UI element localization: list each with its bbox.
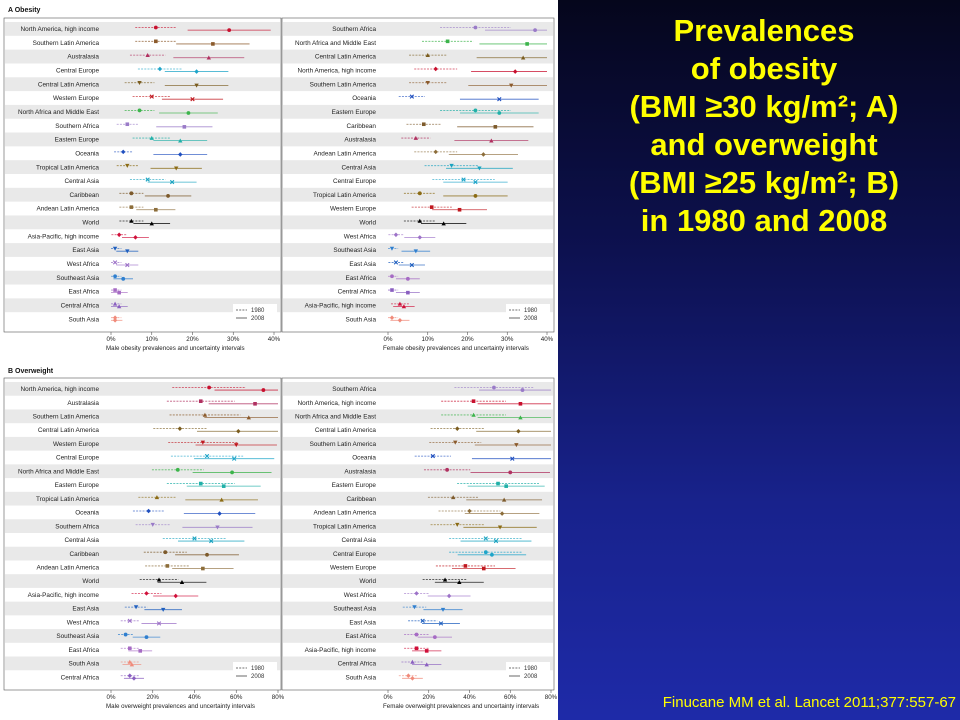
region-label: Central Latin America	[314, 53, 376, 61]
region-label: South Asia	[345, 316, 376, 324]
region-label: Southeast Asia	[56, 633, 99, 641]
row-stripe	[283, 492, 553, 506]
legend-label-2008: 2008	[251, 316, 265, 322]
x-axis-title: Male obesity prevalences and uncertainty intervals	[106, 345, 245, 352]
point-2008	[145, 635, 149, 639]
point-1980	[130, 205, 134, 209]
legend-label-2008: 2008	[524, 674, 538, 680]
region-label: Eastern Europe	[54, 136, 99, 144]
point-1980	[199, 482, 203, 486]
region-label: Southern Latin America	[32, 413, 99, 421]
point-1980	[430, 205, 434, 209]
point-2008	[458, 208, 462, 212]
region-label: Southeast Asia	[333, 605, 376, 613]
region-label: Central Latin America	[37, 427, 99, 435]
point-1980	[128, 646, 132, 650]
point-1980	[474, 26, 478, 30]
point-1980	[199, 399, 203, 403]
region-label: South Asia	[68, 660, 99, 668]
row-stripe	[283, 464, 553, 478]
x-tick-label: 40%	[463, 694, 476, 701]
region-label: North Africa and Middle East	[295, 413, 376, 421]
row-stripe	[5, 602, 280, 616]
x-tick-label: 60%	[504, 694, 517, 701]
region-label: Tropical Latin America	[36, 164, 99, 172]
region-label: Caribbean	[69, 191, 99, 199]
panel-frame	[4, 18, 281, 332]
region-label: Eastern Europe	[331, 109, 376, 117]
row-stripe	[283, 243, 553, 257]
region-label: Southern Africa	[332, 26, 376, 34]
x-tick-label: 10%	[421, 336, 434, 343]
region-label: Tropical Latin America	[313, 191, 376, 199]
region-label: South Asia	[345, 674, 376, 682]
point-2008	[230, 471, 234, 475]
point-2008	[154, 208, 158, 212]
region-label: Western Europe	[329, 564, 376, 572]
point-1980	[154, 40, 158, 44]
title-line-1: Prevalences	[673, 13, 855, 48]
region-label: Oceania	[75, 150, 99, 158]
region-label: East Africa	[345, 633, 376, 641]
region-label: Central Asia	[64, 178, 99, 186]
panel-frame	[4, 378, 281, 690]
row-stripe	[283, 602, 553, 616]
row-stripe	[5, 188, 280, 202]
point-2008	[227, 28, 231, 32]
row-stripe	[5, 243, 280, 257]
region-label: Central Latin America	[37, 81, 99, 89]
region-label: Tropical Latin America	[36, 495, 99, 503]
region-label: North America, high income	[20, 26, 99, 34]
region-label: World	[82, 578, 99, 586]
x-tick-label: 80%	[271, 694, 285, 701]
x-tick-label: 20%	[146, 694, 159, 701]
point-1980	[207, 386, 211, 390]
panel-frame	[282, 378, 554, 690]
region-label: Southeast Asia	[333, 247, 376, 255]
region-label: Western Europe	[52, 95, 99, 103]
point-2008	[261, 388, 265, 392]
x-tick-label: 0%	[106, 336, 116, 343]
x-tick-label: 30%	[227, 336, 240, 343]
row-stripe	[283, 629, 553, 643]
citation: Finucane MM et al. Lancet 2011;377:557-67	[662, 694, 956, 711]
point-2008	[533, 28, 537, 32]
x-tick-label: 0%	[106, 694, 116, 701]
point-1980	[445, 468, 449, 472]
point-1980	[484, 550, 488, 554]
point-2008	[187, 111, 191, 115]
region-label: Western Europe	[329, 205, 376, 213]
region-label: Eastern Europe	[331, 482, 376, 490]
point-1980	[492, 386, 496, 390]
point-2008	[504, 484, 508, 488]
region-label: East Asia	[349, 619, 376, 627]
x-axis-title: Male overweight prevalences and uncertainty intervals	[106, 703, 255, 710]
region-label: North America, high income	[20, 386, 99, 394]
region-label: Central Africa	[337, 660, 376, 668]
point-1980	[163, 550, 167, 554]
x-tick-label: 40%	[267, 336, 281, 343]
point-1980	[415, 646, 419, 650]
point-2008	[166, 194, 170, 198]
x-axis-title: Female obesity prevalences and uncertainty intervals	[383, 345, 529, 352]
point-1980	[113, 274, 117, 278]
region-label: Central Europe	[56, 67, 99, 75]
row-stripe	[283, 160, 553, 174]
row-stripe	[5, 133, 280, 147]
region-label: Central Europe	[333, 550, 376, 558]
legend-label-2008: 2008	[251, 674, 265, 680]
region-label: South Asia	[68, 316, 99, 324]
region-label: World	[359, 578, 376, 586]
region-label: West Africa	[66, 619, 99, 627]
region-label: Central Europe	[333, 178, 376, 186]
point-2008	[525, 42, 529, 46]
title-line-2: of obesity	[690, 51, 838, 86]
point-1980	[496, 482, 500, 486]
region-label: Eastern Europe	[54, 482, 99, 490]
region-label: North Africa and Middle East	[18, 468, 99, 476]
row-stripe	[283, 133, 553, 147]
region-label: Southeast Asia	[56, 274, 99, 282]
region-label: Central Latin America	[314, 427, 376, 435]
region-label: World	[82, 219, 99, 227]
region-label: Southern Africa	[332, 386, 376, 394]
point-1980	[415, 633, 419, 637]
point-2008	[406, 291, 410, 295]
point-1980	[113, 288, 117, 292]
region-label: Asia-Pacific, high income	[304, 646, 376, 654]
point-1980	[422, 122, 426, 126]
region-label: Caribbean	[69, 550, 99, 558]
x-tick-label: 10%	[145, 336, 158, 343]
point-2008	[121, 277, 125, 281]
x-tick-label: 40%	[540, 336, 554, 343]
region-label: Andean Latin America	[313, 150, 376, 158]
point-1980	[474, 109, 478, 113]
legend-label-1980: 1980	[251, 308, 265, 314]
point-2008	[519, 402, 523, 406]
x-tick-label: 0%	[383, 694, 393, 701]
point-2008	[253, 402, 257, 406]
region-label: Central Europe	[56, 454, 99, 462]
point-2008	[406, 277, 410, 281]
point-2008	[201, 567, 205, 571]
title-line-3: (BMI ≥30 kg/m²; A)	[629, 89, 899, 124]
point-1980	[129, 191, 133, 195]
section-a-label: A Obesity	[8, 7, 41, 14]
row-stripe	[5, 437, 280, 451]
region-label: Andean Latin America	[36, 205, 99, 213]
region-label: East Africa	[68, 288, 99, 296]
region-label: Central Africa	[337, 288, 376, 296]
region-label: Caribbean	[346, 122, 376, 130]
region-label: West Africa	[343, 233, 376, 241]
row-stripe	[5, 574, 280, 588]
region-label: Southern Africa	[55, 523, 99, 531]
point-2008	[521, 388, 525, 392]
x-tick-label: 20%	[461, 336, 474, 343]
legend-label-1980: 1980	[524, 308, 538, 314]
x-tick-label: 60%	[230, 694, 243, 701]
row-stripe	[5, 519, 280, 533]
point-2008	[494, 125, 498, 129]
region-label: West Africa	[343, 591, 376, 599]
point-1980	[138, 109, 142, 113]
region-label: Asia-Pacific, high income	[27, 233, 99, 241]
point-2008	[138, 649, 142, 653]
row-stripe	[5, 50, 280, 64]
section-b-label: B Overweight	[8, 368, 54, 375]
region-label: North America, high income	[297, 399, 376, 407]
legend-label-1980: 1980	[524, 666, 538, 672]
region-label: Australasia	[67, 399, 99, 407]
region-label: West Africa	[66, 261, 99, 269]
region-label: Australasia	[67, 53, 99, 61]
x-tick-label: 20%	[422, 694, 435, 701]
x-axis-title: Female overweight prevalences and uncertainty intervals	[383, 703, 540, 710]
region-label: Western Europe	[52, 440, 99, 448]
row-stripe	[283, 22, 553, 36]
x-tick-label: 0%	[383, 336, 393, 343]
point-2008	[508, 471, 512, 475]
point-1980	[154, 26, 158, 30]
x-tick-label: 20%	[186, 336, 199, 343]
point-1980	[126, 122, 130, 126]
x-tick-label: 30%	[501, 336, 514, 343]
title-line-5: (BMI ≥25 kg/m²; B)	[628, 165, 900, 200]
region-label: Oceania	[352, 95, 376, 103]
title-line-6: in 1980 and 2008	[640, 203, 888, 238]
point-1980	[176, 468, 180, 472]
point-1980	[418, 191, 422, 195]
point-2008	[222, 484, 226, 488]
row-stripe	[283, 574, 553, 588]
region-label: North Africa and Middle East	[18, 109, 99, 117]
row-stripe	[5, 629, 280, 643]
point-1980	[446, 40, 450, 44]
point-1980	[124, 633, 128, 637]
region-label: Tropical Latin America	[313, 523, 376, 531]
point-2008	[490, 553, 494, 557]
row-stripe	[5, 547, 280, 561]
point-2008	[433, 635, 437, 639]
region-label: North Africa and Middle East	[295, 39, 376, 47]
region-label: Australasia	[344, 136, 376, 144]
row-stripe	[283, 105, 553, 119]
region-label: Central Africa	[60, 302, 99, 310]
region-label: North America, high income	[297, 67, 376, 75]
slide-title	[566, 12, 960, 240]
row-stripe	[5, 271, 280, 285]
point-2008	[211, 42, 215, 46]
region-label: Asia-Pacific, high income	[27, 591, 99, 599]
point-2008	[482, 567, 486, 571]
point-2008	[117, 291, 121, 295]
x-tick-label: 80%	[544, 694, 558, 701]
region-label: Oceania	[75, 509, 99, 517]
region-label: Central Asia	[64, 537, 99, 545]
panel-frame	[282, 18, 554, 332]
region-label: Central Asia	[341, 537, 376, 545]
region-label: Southern Latin America	[309, 81, 376, 89]
point-1980	[472, 399, 476, 403]
point-2008	[183, 125, 187, 129]
region-label: East Africa	[68, 646, 99, 654]
region-label: East Asia	[349, 261, 376, 269]
point-2008	[497, 111, 501, 115]
row-stripe	[5, 215, 280, 229]
region-label: Oceania	[352, 454, 376, 462]
region-label: Australasia	[344, 468, 376, 476]
point-1980	[390, 274, 394, 278]
row-stripe	[283, 271, 553, 285]
point-2008	[474, 194, 478, 198]
region-label: Asia-Pacific, high income	[304, 302, 376, 310]
row-stripe	[283, 382, 553, 396]
region-label: World	[359, 219, 376, 227]
point-2008	[205, 553, 209, 557]
region-label: Southern Latin America	[32, 39, 99, 47]
legend-label-1980: 1980	[251, 666, 265, 672]
region-label: Andean Latin America	[313, 509, 376, 517]
region-label: East Africa	[345, 274, 376, 282]
point-1980	[390, 288, 394, 292]
point-1980	[166, 564, 170, 568]
point-1980	[464, 564, 468, 568]
region-label: East Asia	[72, 605, 99, 613]
region-label: Caribbean	[346, 495, 376, 503]
row-stripe	[283, 547, 553, 561]
region-label: Central Africa	[60, 674, 99, 682]
legend-label-2008: 2008	[524, 316, 538, 322]
x-tick-label: 40%	[188, 694, 201, 701]
title-line-4: and overweight	[650, 127, 878, 162]
region-label: Andean Latin America	[36, 564, 99, 572]
region-label: East Asia	[72, 247, 99, 255]
point-2008	[425, 649, 429, 653]
region-label: Central Asia	[341, 164, 376, 172]
region-label: Southern Latin America	[309, 440, 376, 448]
region-label: Southern Africa	[55, 122, 99, 130]
